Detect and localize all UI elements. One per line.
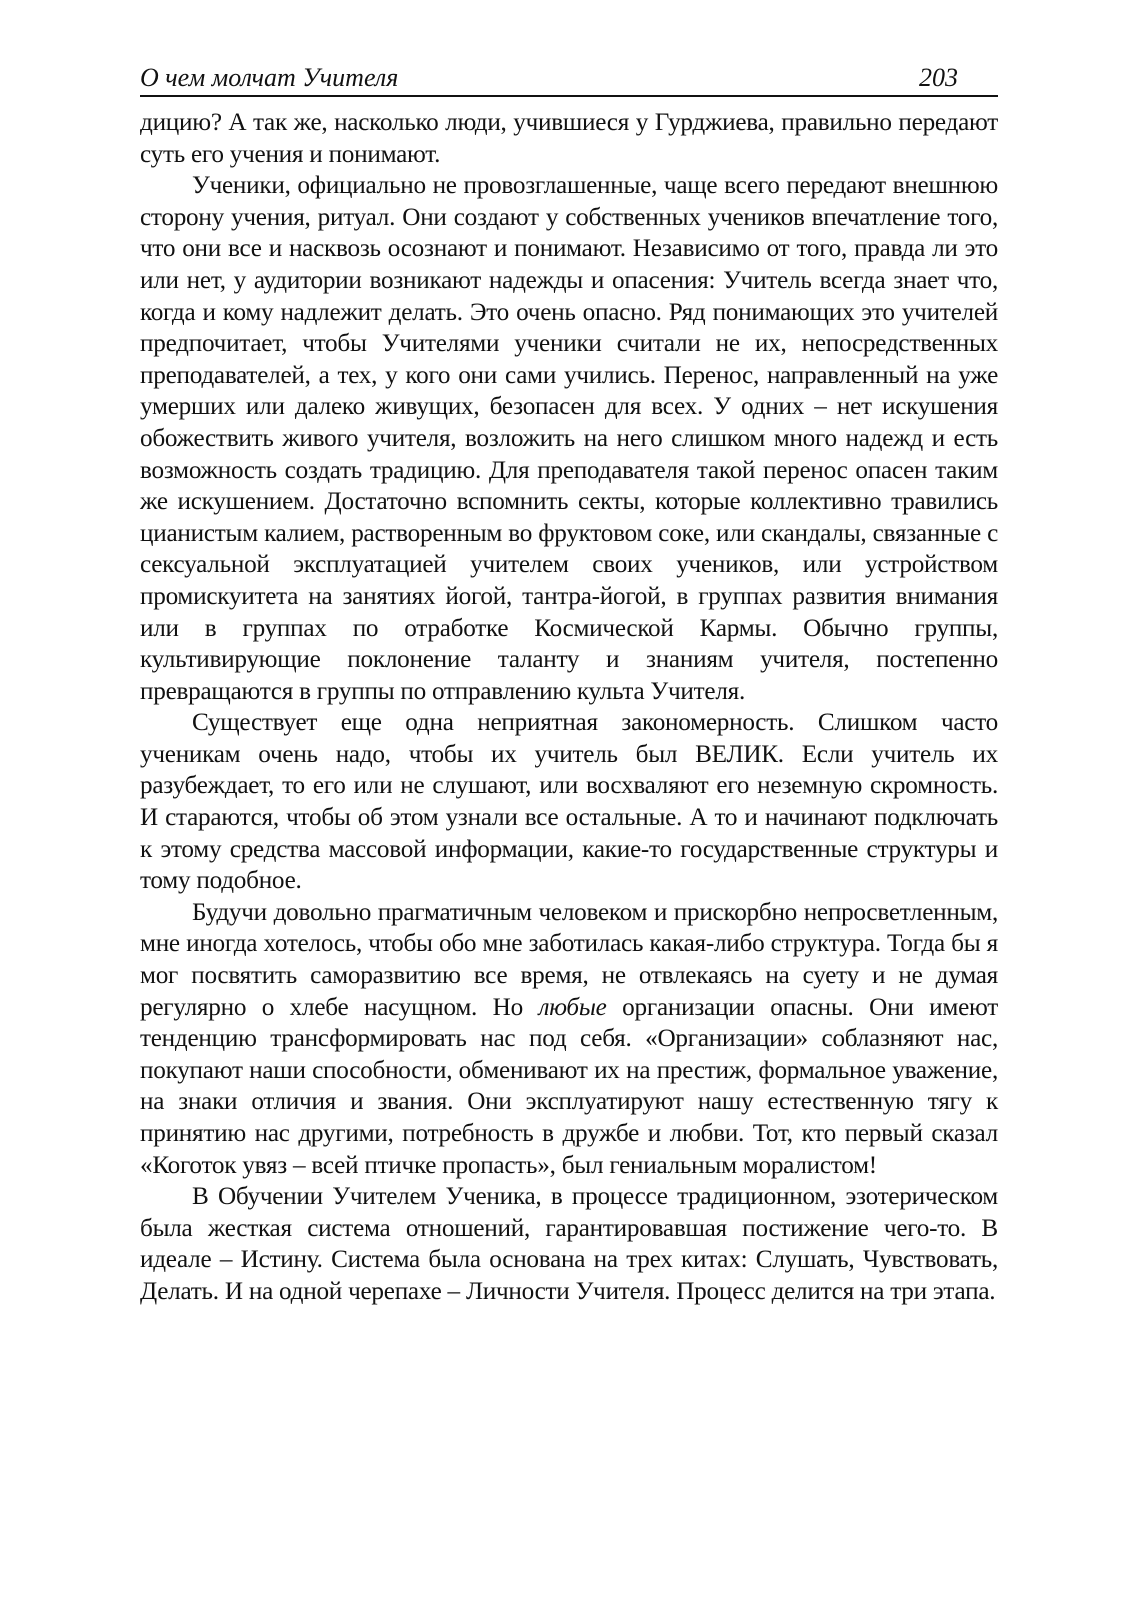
- paragraph-text: организации опасны. Они имеют тенденцию трансформировать нас под себя. «Организации» соблазняют нас, покупают наши способности, обменивают их на престиж, формальное уважение, на знаки отличия и звания. Они эксплуатируют нашу естественную тягу к принятию нас другими, потребность в дружбе и любви. Тот, кто первый сказал «Коготок увяз – всей птичке пропасть», был гениальным моралистом!: [140, 993, 998, 1179]
- running-header: [140, 55, 998, 97]
- paragraph-text: В Обучении Учителем Ученика, в процессе традиционном, эзотерическом была жесткая система отношений, гарантировавшая постижение чего-то. В идеале – Истину. Система была основана на трех китах: Слушать, Чувствовать, Делать. И на одной черепахе – Личности Учителя. Процесс делится на три этапа.: [140, 1183, 998, 1305]
- paragraph: [140, 897, 998, 1181]
- paragraph-text: Ученики, официально не провозглашенные, чаще всего передают внешнюю сторону учения, ритуал. Они создают у собственных учеников впечатление того, что они все и насквозь осознают и понимают. Независимо от того, правда ли это или нет, у аудитории возникают надежды и опасения: Учитель всегда знает что, когда и кому надлежит делать. Это очень опасно. Ряд понимающих это учителей предпочитает, чтобы Учителями ученики считали не их, непосредственных преподавателей, а тех, у кого они сами учились. Перенос, направленный на уже умерших или далеко живущих, безопасен для всех. У одних – нет искушения обожествить живого учителя, возложить на него слишком много надежд и есть возможность создать традицию. Для преподавателя такой перенос опасен таким же искушением. Достаточно вспомнить секты, которые коллективно травились цианистым калием, растворенным во фруктовом соке, или скандалы, связанные с сексуальной эксплуатацией учителем своих учеников, или устройством промискуитета на занятиях йогой, тантра-йогой, в группах развития внимания или в группах по отработке Космической Кармы. Обычно группы, культивирующие поклонение таланту и знаниям учителя, постепенно превращаются в группы по отправлению культа Учителя.: [140, 172, 998, 705]
- running-title: О чем молчат Учителя: [140, 63, 399, 92]
- paragraph: [140, 707, 998, 897]
- paragraph-text: дицию? А так же, насколько люди, учившиеся у Гурджиева, правильно передают суть его учения и понимают.: [140, 109, 998, 168]
- paragraph: [140, 170, 998, 707]
- body-text: [140, 107, 998, 1308]
- paragraph: [140, 1181, 998, 1307]
- paragraph-text: Существует еще одна неприятная закономерность. Слишком часто ученикам очень надо, чтобы их учитель был ВЕЛИК. Если учитель их разубеждает, то его или не слушают, или восхваляют его неземную скромность. И стараются, чтобы об этом узнали все остальные. А то и начинают подключать к этому средства массовой информации, какие-то государственные структуры и тому подобное.: [140, 709, 998, 895]
- paragraph: [140, 107, 998, 170]
- paragraph-text: Будучи довольно прагматичным человеком и прискорбно непросветленным, мне иногда хотелось, чтобы обо мне заботилась какая-либо структура. Тогда бы я мог посвятить саморазвитию все время, не отвлекаясь на суету и не думая регулярно о хлебе насущном. Но: [140, 898, 998, 1021]
- emphasized-word: любые: [538, 993, 607, 1021]
- page-number: 203: [919, 63, 958, 92]
- book-page: [140, 55, 998, 1475]
